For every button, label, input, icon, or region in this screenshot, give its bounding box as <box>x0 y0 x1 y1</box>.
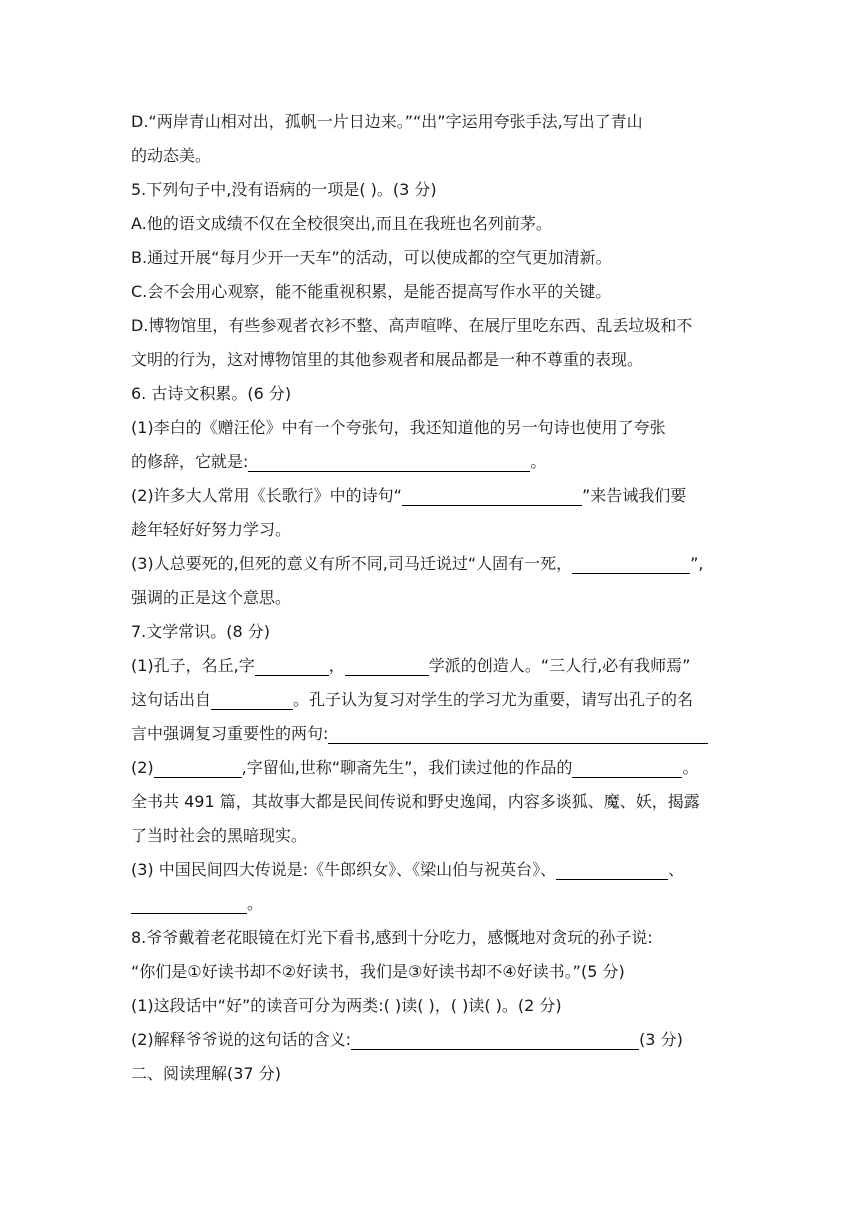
section-2-title: 二、阅读理解(37 分) <box>131 1064 281 1083</box>
answer-blank[interactable] <box>328 725 708 744</box>
option-d: D.博物馆里，有些参观者衣衫不整、高声喧哗、在展厅里吃东西、乱丢垃圾和不 <box>131 316 693 335</box>
answer-blank[interactable] <box>351 1031 639 1050</box>
text-line: 强调的正是这个意思。 <box>131 588 292 607</box>
text-line: “你们是①好读书却不②好读书，我们是③好读书却不④好读书。”(5 分) <box>131 962 625 981</box>
text-line: 文明的行为，这对博物馆里的其他参观者和展品都是一种不尊重的表现。 <box>131 350 644 369</box>
answer-blank[interactable] <box>154 759 242 778</box>
text-line: (1)这段话中“好”的读音可分为两类:( )读( )，( )读( )。(2 分) <box>131 996 562 1015</box>
answer-blank[interactable] <box>556 861 668 880</box>
text-line: (2)许多大人常用《长歌行》中的诗句“ ”来告诫我们要 <box>131 486 687 505</box>
text-line: (3)人总要死的,但死的意义有所不同,司马迁说过“人固有一死， ”, <box>131 554 704 573</box>
text-line: 。 <box>131 894 731 914</box>
text-line: 趁年轻好好努力学习。 <box>131 520 292 539</box>
answer-blank[interactable] <box>211 691 293 710</box>
option-b: B.通过开展“每月少开一天车”的活动，可以使成都的空气更加清新。 <box>131 248 612 267</box>
text-line: D.“两岸青山相对出，孤帆一片日边来。”“出”字运用夸张手法,写出了青山 <box>131 112 643 131</box>
text-line: 了当时社会的黑暗现实。 <box>131 826 308 845</box>
text-line: 全书共 491 篇，其故事大都是民间传说和野史逸闻，内容多谈狐、魔、妖，揭露 <box>131 792 700 811</box>
option-c: C.会不会用心观察，能不能重视积累，是能否提高写作水平的关键。 <box>131 282 612 301</box>
text-line: 言中强调复习重要性的两句: <box>131 724 731 744</box>
answer-blank[interactable] <box>402 487 582 506</box>
answer-blank[interactable] <box>572 759 682 778</box>
option-a: A.他的语文成绩不仅在全校很突出,而且在我班也名列前茅。 <box>131 214 552 233</box>
text-line: (1)孔子，名丘,字 ， 学派的创造人。“三人行,必有我师焉” <box>131 656 691 675</box>
text-line: 的修辞，它就是: 。 <box>131 452 547 471</box>
text-line: 的动态美。 <box>131 146 212 165</box>
question-8-title: 8.爷爷戴着老花眼镜在灯光下看书,感到十分吃力，感慨地对贪玩的孙子说: <box>131 928 653 947</box>
question-5-title: 5.下列句子中,没有语病的一项是( )。(3 分) <box>131 180 437 199</box>
text-line: (3) 中国民间四大传说是:《牛郎织女》、《梁山伯与祝英台》、 、 <box>131 860 685 879</box>
answer-blank[interactable] <box>255 657 329 676</box>
text-line: (1)李白的《赠汪伦》中有一个夸张句，我还知道他的另一句诗也使用了夸张 <box>131 418 666 437</box>
question-7-title: 7.文学常识。(8 分) <box>131 622 271 641</box>
answer-blank[interactable] <box>572 555 690 574</box>
text-line: 这句话出自 。孔子认为复习对学生的学习尤为重要，请写出孔子的名 <box>131 690 694 709</box>
question-6-title: 6. 古诗文积累。(6 分) <box>131 384 292 403</box>
answer-blank[interactable] <box>345 657 429 676</box>
text-line: (2) ,字留仙,世称“聊斋先生”，我们读过他的作品的 。 <box>131 758 699 777</box>
answer-blank[interactable] <box>131 895 247 914</box>
text-line: (2)解释爷爷说的这句话的含义: (3 分) <box>131 1030 683 1049</box>
answer-blank[interactable] <box>248 453 530 472</box>
